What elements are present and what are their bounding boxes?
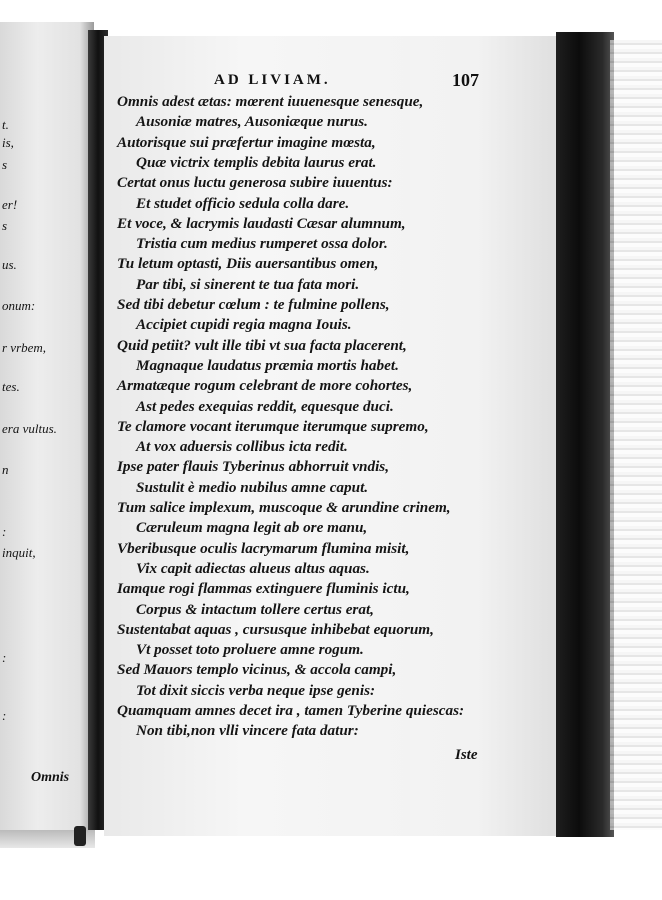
verse-line: Cæruleum magna legit ab ore manu, bbox=[136, 519, 368, 537]
verse-line: Autorisque sui præfertur imagine mœsta, bbox=[117, 133, 376, 151]
verse-line: Certat onus luctu generosa subire iuuentus: bbox=[117, 174, 393, 192]
catchword: Iste bbox=[455, 747, 478, 763]
verse-line: Par tibi, si sinerent te tua fata mori. bbox=[136, 275, 360, 293]
verse-line: Te clamore vocant iterumque iterumque supremo, bbox=[117, 417, 429, 435]
left-fragment: t. bbox=[2, 117, 9, 132]
left-fragment: us. bbox=[2, 257, 17, 272]
verse-line: Corpus & intactum tollere certus erat, bbox=[136, 600, 374, 618]
verse-line: Accipiet cupidi regia magna Iouis. bbox=[136, 316, 352, 334]
verse-line: Quid petiit? vult ille tibi vt sua facta placerent, bbox=[117, 336, 407, 354]
verse-line: Quamquam amnes decet ira , tamen Tyberine quiescas: bbox=[117, 702, 465, 719]
verse-line: Et voce, & lacrymis laudasti Cæsar alumnum, bbox=[117, 214, 406, 232]
left-fragment: s bbox=[2, 157, 8, 172]
page-number: 107 bbox=[452, 70, 479, 90]
verse-line: Tot dixit siccis verba neque ipse genis: bbox=[136, 681, 376, 699]
verse-line: Iamque rogi flammas extinguere fluminis ictu, bbox=[117, 580, 410, 598]
verse-line: Vix capit adiectas alueus altus aquas. bbox=[136, 559, 370, 577]
verse-line: Ausoniæ matres, Ausoniæque nurus. bbox=[136, 113, 368, 131]
verse-line: Ast pedes exequias reddit, equesque duci. bbox=[136, 397, 394, 415]
left-fragment: s bbox=[2, 218, 8, 233]
left-fragment: : bbox=[2, 708, 7, 723]
verse-line: Armatæque rogum celebrant de more cohortes, bbox=[117, 377, 413, 395]
left-fragment: er! bbox=[2, 197, 18, 212]
clasp bbox=[74, 826, 86, 846]
page-header bbox=[0, 72, 662, 94]
verse-line: Tum salice implexum, muscoque & arundine crinem, bbox=[117, 499, 451, 516]
verse-line: Non tibi,non vlli vincere fata datur: bbox=[136, 722, 359, 740]
left-fragment: is, bbox=[2, 135, 14, 150]
verse-line: Tristia cum medius rumperet ossa dolor. bbox=[136, 235, 388, 253]
verse-line: Vberibusque oculis lacrymarum flumina misit, bbox=[117, 539, 410, 557]
left-fragment: tes. bbox=[2, 379, 20, 394]
verse-line: Quæ victrix templis debita laurus erat. bbox=[136, 153, 377, 171]
verse-line: Sustentabat aquas , cursusque inhibebat equorum, bbox=[117, 620, 434, 638]
left-fragment: inquit, bbox=[2, 545, 36, 560]
verse-line: Tu letum optasti, Diis auersantibus omen, bbox=[117, 255, 379, 273]
left-fragment: n bbox=[2, 462, 9, 477]
left-catchword: Omnis bbox=[31, 770, 70, 785]
left-fragment: r vrbem, bbox=[2, 340, 47, 355]
verse-line: Sed tibi debetur cœlum : te fulmine pollens, bbox=[117, 296, 390, 313]
verse-line: At vox aduersis collibus icta redit. bbox=[136, 438, 348, 456]
verse-line: Magnaque laudatus præmia mortis habet. bbox=[136, 356, 399, 374]
running-head: AD LIVIAM. bbox=[214, 72, 331, 88]
verse-line: Sed Mauors templo vicinus, & accola campi, bbox=[117, 661, 397, 679]
left-fragment: onum: bbox=[2, 298, 36, 313]
verse-line: Omnis adest ætas: mœrent iuuenesque senesque, bbox=[117, 93, 424, 110]
left-fragment: : bbox=[2, 524, 7, 539]
verse-line: Vt posset toto proluere amne rogum. bbox=[136, 641, 364, 659]
left-fragment: era vultus. bbox=[2, 421, 57, 436]
verse-line: Sustulit è medio nubilus amne caput. bbox=[136, 478, 369, 496]
verse-line: Ipse pater flauis Tyberinus abhorruit vndis, bbox=[117, 458, 390, 476]
verse-line: Et studet officio sedula colla dare. bbox=[136, 194, 350, 212]
left-fragment: : bbox=[2, 650, 7, 665]
